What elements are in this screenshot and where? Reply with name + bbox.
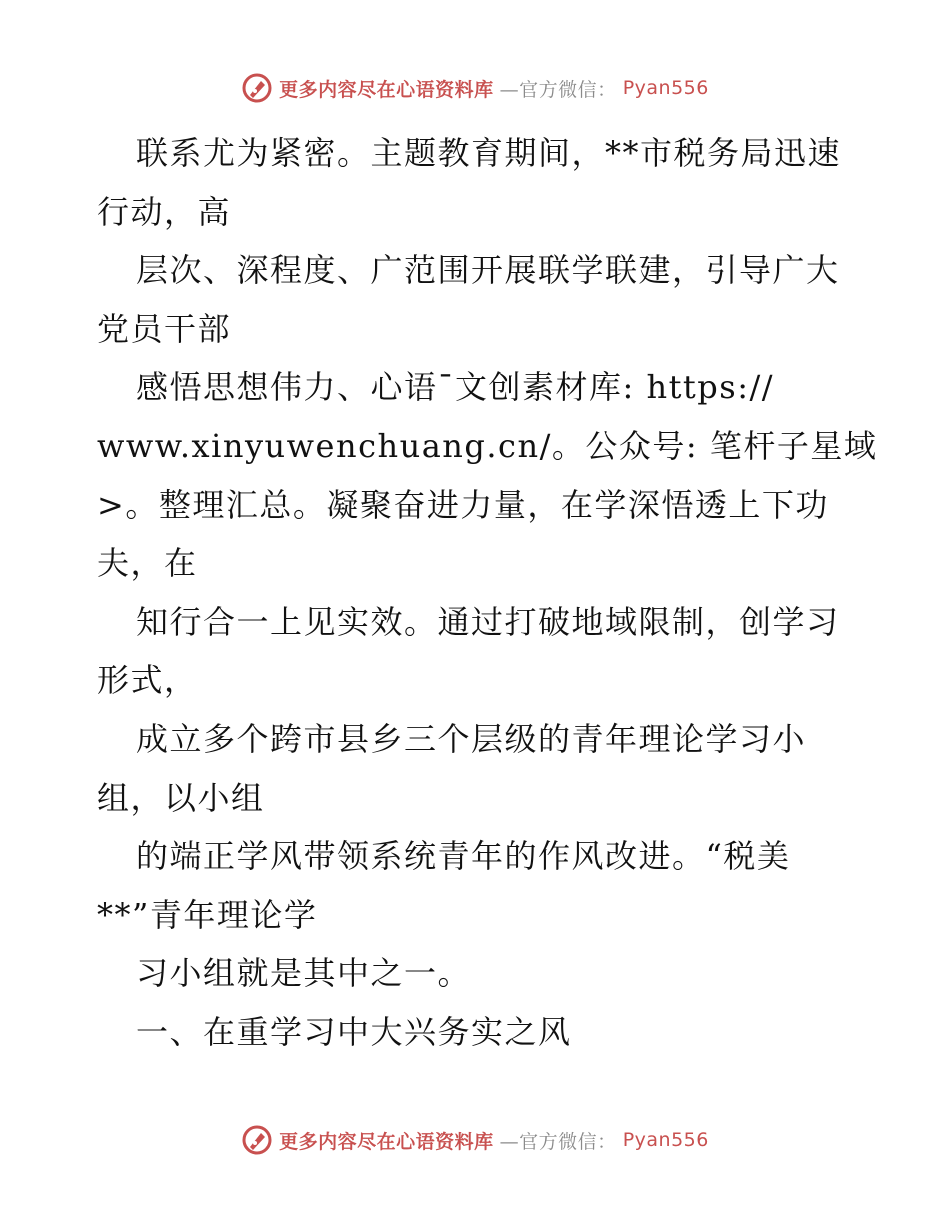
text-line-7: >。整理汇总。凝聚奋进力量，在学深悟透上下功 <box>97 485 829 524</box>
watermark-site-text: 更多内容尽在心语资料库 <box>279 78 494 101</box>
text-line-11: 成立多个跨市县乡三个层级的青年理论学习小 <box>136 719 807 758</box>
document-body <box>97 124 878 1062</box>
text-line-14: **”青年理论学 <box>97 895 318 934</box>
text-line-6: www.xinyuwenchuang.cn/。公众号: 笔杆子星域 <box>97 426 878 465</box>
watermark-wechat-label: —官方微信： <box>499 78 617 101</box>
watermark-site-text: 更多内容尽在心语资料库 <box>279 1130 494 1153</box>
pen-nib-circle-icon <box>241 1124 273 1156</box>
text-line-15: 习小组就是其中之一。 <box>136 954 472 993</box>
text-line-5: 感悟思想伟力、心语¯文创素材库: https:// <box>136 368 775 407</box>
text-line-9: 知行合一上见实效。通过打破地域限制，创学习 <box>136 602 840 641</box>
watermark-wechat-label: —官方微信： <box>499 1130 617 1153</box>
text-line-4: 党员干部 <box>97 309 232 348</box>
watermark-header <box>0 72 950 104</box>
section-heading: 一、在重学习中大兴务实之风 <box>136 1012 572 1051</box>
text-line-1: 联系尤为紧密。主题教育期间，**市税务局迅速 <box>136 134 842 172</box>
text-line-13: 的端正学风带领系统青年的作风改进。“税美 <box>136 837 791 876</box>
text-line-10: 形式， <box>97 661 198 700</box>
text-line-3: 层次、深程度、广范围开展联学联建，引导广大 <box>136 251 840 290</box>
text-line-8: 夫，在 <box>97 544 198 583</box>
watermark-wechat-id: Pyan556 <box>622 77 709 99</box>
text-line-12: 组，以小组 <box>97 778 265 817</box>
watermark-footer <box>0 1124 950 1156</box>
watermark-wechat-id: Pyan556 <box>622 1129 709 1151</box>
pen-nib-circle-icon <box>241 72 273 104</box>
text-line-2: 行动，高 <box>97 192 232 231</box>
